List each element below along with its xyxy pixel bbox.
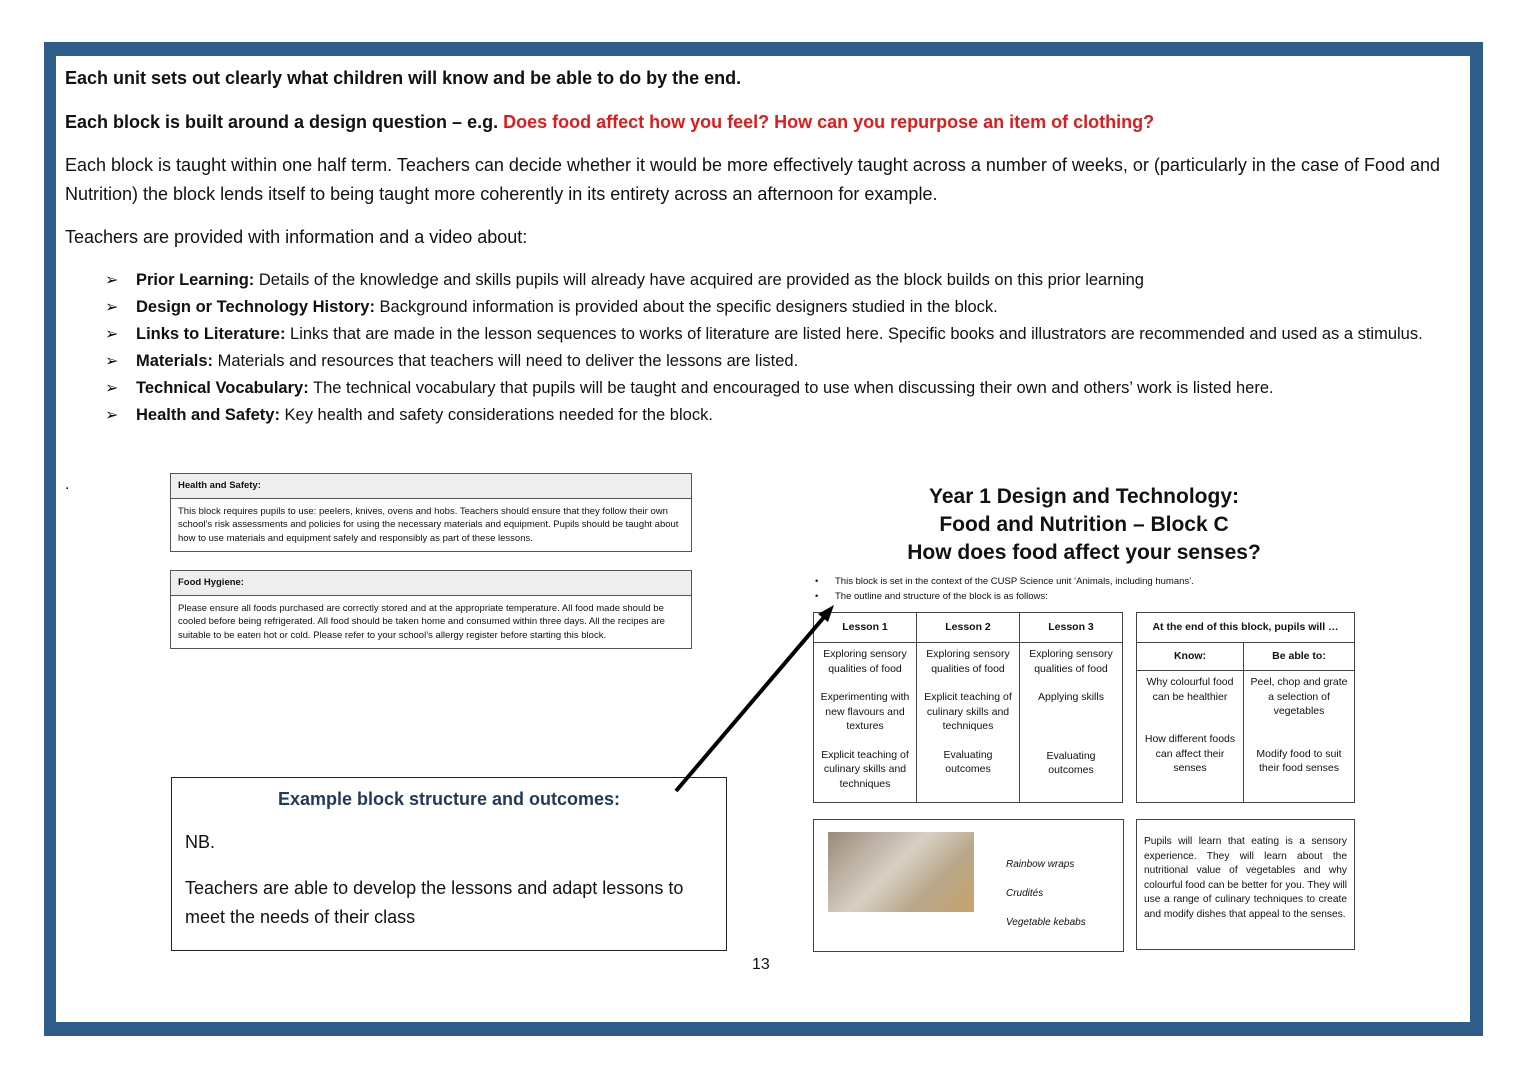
example-bullet: • This block is set in the context of the CUSP Science unit ‘Animals, including humans’.	[815, 576, 1194, 587]
health-safety-body: This block requires pupils to use: peelers, knives, ovens and hobs. Teachers should ensure that they follow their own school’s risk assessments and policies for using the necessary materials and equipment. Pupils should be taught about how to use materials and equipment safely and responsibly as part of these lessons.	[178, 505, 679, 544]
arrow-bullet-icon: ➢	[105, 299, 119, 316]
lesson-column: Exploring sensory qualities of food Explicit teaching of culinary skills and techniques Evaluating outcomes	[917, 643, 1020, 803]
summary-box: Pupils will learn that eating is a sensory experience. They will learn about the nutritional value of vegetables and why colourful food can be better for you. They will use a range of culinary techniques to create and modify dishes that appeal to the senses.	[1136, 819, 1355, 950]
food-label: Vegetable kebabs	[1006, 917, 1086, 928]
example-title-line: How does food affect your senses?	[907, 541, 1261, 564]
bullet-term: Technical Vocabulary:	[136, 379, 309, 397]
bullet-text: Links that are made in the lesson sequences to works of literature are listed here. Specific books and illustrators are recommended and used as a stimulus.	[285, 325, 1423, 343]
arrow-bullet-icon: ➢	[105, 380, 119, 397]
bullet-term: Design or Technology History:	[136, 298, 375, 316]
bullet-term: Health and Safety:	[136, 406, 280, 424]
bullet-term: Links to Literature:	[136, 325, 286, 343]
outcomes-header: At the end of this block, pupils will …	[1137, 613, 1355, 643]
know-label: Know:	[1137, 643, 1244, 671]
example-title-line: Year 1 Design and Technology:	[928, 485, 1240, 508]
lesson-column: Exploring sensory qualities of food Applying skills Evaluating outcomes	[1020, 643, 1123, 803]
health-safety-heading: Health and Safety:	[171, 474, 691, 499]
arrow-bullet-icon: ➢	[105, 353, 119, 370]
bullet-term: Materials:	[136, 352, 214, 370]
bullet-text: Details of the knowledge and skills pupils will already have acquired are provided as the block builds on this prior learning	[254, 271, 1144, 289]
lesson-header: Lesson 1	[814, 613, 917, 643]
arrow-bullet-icon: ➢	[105, 407, 119, 424]
design-question-prefix: Each block is built around a design question – e.g.	[65, 112, 504, 132]
food-label: Rainbow wraps	[1006, 859, 1075, 870]
callout-title: Example block structure and outcomes:	[277, 789, 621, 809]
bullet-text: Background information is provided about the specific designers studied in the block.	[374, 298, 998, 316]
teachers-provided-line: Teachers are provided with information and a video about:	[65, 227, 528, 247]
bullet-text: The technical vocabulary that pupils will be taught and encouraged to use when discussing their own and others’ work is listed here.	[308, 379, 1274, 397]
bullet-term: Prior Learning:	[136, 271, 255, 289]
design-question-examples: Does food affect how you feel? How can you repurpose an item of clothing?	[503, 112, 1155, 132]
page-number: 13	[752, 956, 770, 973]
know-column: Why colourful food can be healthier How different foods can affect their senses	[1137, 671, 1244, 803]
bullet-text: Key health and safety considerations needed for the block.	[279, 406, 713, 424]
stray-dot: .	[65, 476, 70, 493]
callout-text: Teachers are able to develop the lessons and adapt lessons to meet the needs of their class	[185, 878, 684, 927]
lesson-header: Lesson 3	[1020, 613, 1123, 643]
food-hygiene-heading: Food Hygiene:	[171, 571, 691, 596]
arrow-bullet-icon: ➢	[105, 326, 119, 343]
able-label: Be able to:	[1244, 643, 1355, 671]
able-column: Peel, chop and grate a selection of vegetables Modify food to suit their food senses	[1244, 671, 1355, 803]
example-bullet: • The outline and structure of the block is as follows:	[815, 591, 1048, 602]
intro-sentence: Each unit sets out clearly what children will know and be able to do by the end.	[65, 68, 742, 88]
example-title-line: Food and Nutrition – Block C	[939, 513, 1229, 536]
teaching-paragraph: Each block is taught within one half term. Teachers can decide whether it would be more effectively taught across a number of weeks, or (particularly in the case of Food and Nutrition) the block lends itself to being taught more coherently in its entirety across an afternoon for example.	[65, 155, 1441, 204]
lesson-header: Lesson 2	[917, 613, 1020, 643]
food-label: Crudités	[1006, 888, 1044, 899]
callout-nb: NB.	[185, 832, 216, 852]
arrow-bullet-icon: ➢	[105, 272, 119, 289]
bullet-text: Materials and resources that teachers will need to deliver the lessons are listed.	[213, 352, 799, 370]
lesson-column: Exploring sensory qualities of food Experimenting with new flavours and textures Explicit teaching of culinary skills and techniques	[814, 643, 917, 803]
food-hygiene-body: Please ensure all foods purchased are correctly stored and at the appropriate temperature. All food made should be cooled before being refrigerated. All food should be taken home and consumed within three days. All the recipes are suitable to be eaten hot or cold. Please refer to your school’s allergy register before starting this block.	[178, 602, 665, 641]
